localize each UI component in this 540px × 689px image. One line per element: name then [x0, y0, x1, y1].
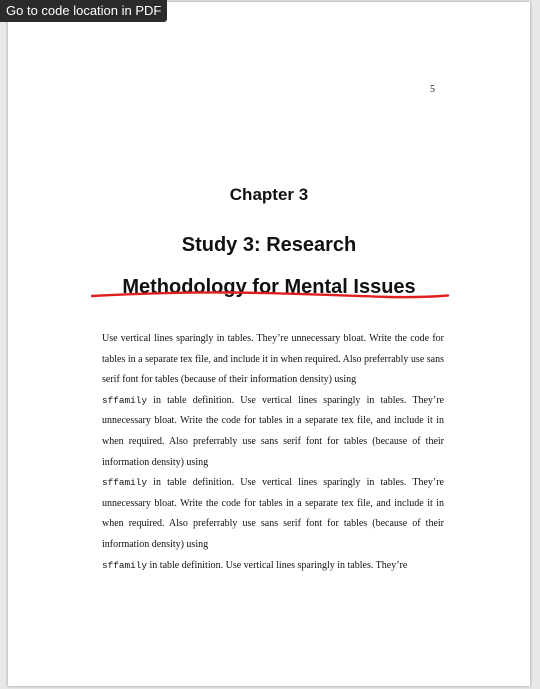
chapter-label: Chapter 3: [229, 185, 309, 204]
pdf-page: [8, 2, 530, 686]
paragraph-3: [102, 473, 444, 555]
paragraph-2-text: in table definition. Use vertical lines sparingly in tables. They’re unnecessary bloat. Write the code for tables in a separate tex file, and include it in when required. Also preferrably use sans serif font for tables (because of their information density) using: [102, 394, 444, 468]
body-text: [102, 329, 444, 576]
red-underline-annotation: [90, 288, 450, 304]
code-sffamily: sffamily: [102, 559, 148, 571]
page-number: 5: [430, 84, 435, 95]
chapter-title-line-1: Study 3: Research: [181, 234, 357, 256]
paragraph-2: [102, 391, 444, 473]
paragraph-3-text: in table definition. Use vertical lines sparingly in tables. They’re unnecessary bloat. Write the code for tables in a separate tex file, and include it in when required. Also preferrably use sans serif font for tables (because of their information density) using: [102, 477, 444, 550]
paragraph-4: [102, 556, 444, 577]
paragraph-1: [102, 329, 444, 391]
go-to-code-location-button[interactable]: Go to code location in PDF: [0, 0, 167, 22]
paragraph-1-text: Use vertical lines sparingly in tables. They’re unnecessary bloat. Write the code for tables in a separate tex file, and include it in when required. Also preferrably use sans serif font for tables (because of their information density) using: [102, 333, 444, 386]
paragraph-4-text: in table definition. Use vertical lines sparingly in tables. They’re: [147, 559, 408, 571]
chapter-title-line-2: Methodology for Mental Issues: [122, 276, 416, 298]
code-sffamily: sffamily: [102, 394, 148, 406]
code-sffamily: sffamily: [102, 477, 148, 489]
